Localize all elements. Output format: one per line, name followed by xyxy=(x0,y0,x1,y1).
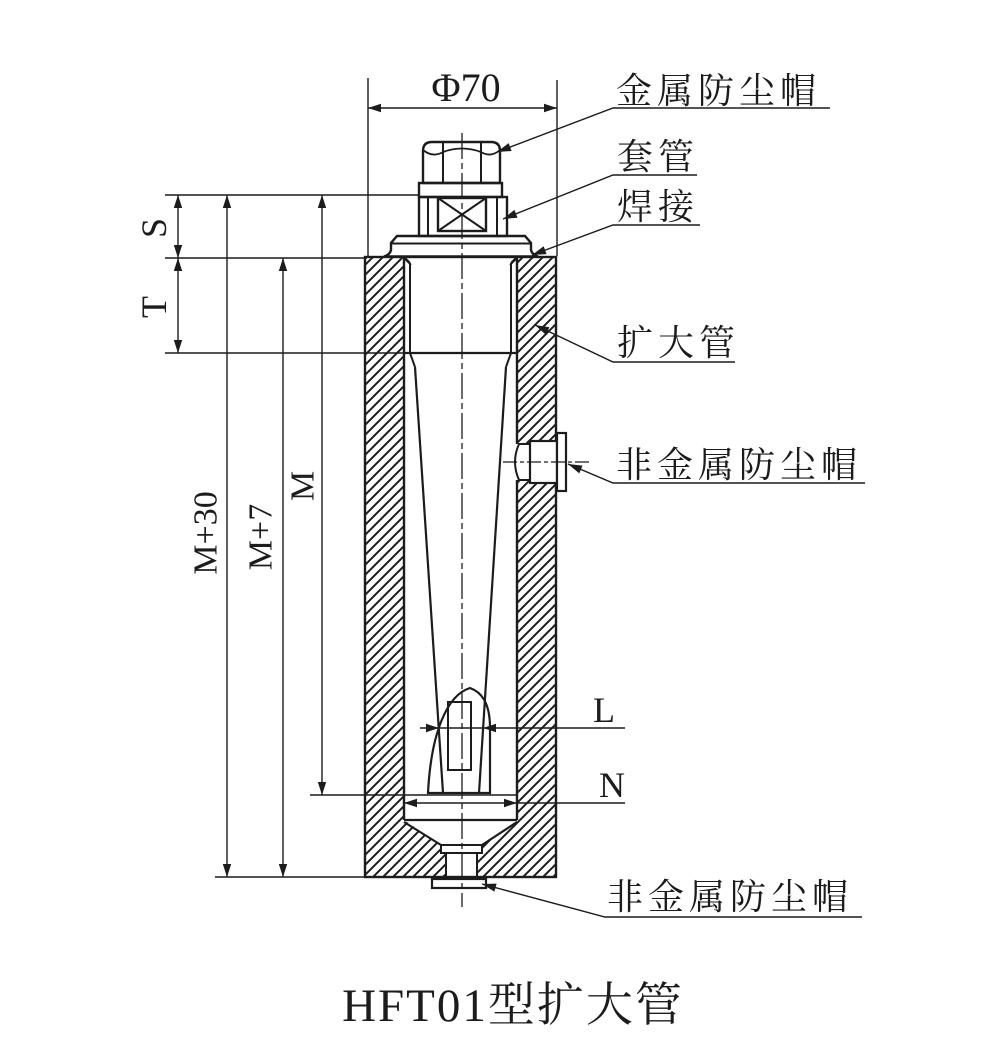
callout-weld: 焊接 xyxy=(617,187,700,227)
top-assembly xyxy=(384,142,538,257)
flange xyxy=(384,236,538,257)
callout-nonmetal-dust-cap-bottom: 非金属防尘帽 xyxy=(607,877,854,917)
dim-m30-label: M+30 xyxy=(187,491,225,575)
callout-nonmetal-dust-cap-side: 非金属防尘帽 xyxy=(616,445,863,485)
dim-diameter-label: Φ70 xyxy=(431,65,501,110)
drawing-title: HFT01型扩大管 xyxy=(342,980,684,1032)
dim-s-label: S xyxy=(134,217,174,239)
expansion-tube-body xyxy=(365,257,557,877)
dim-m7-label: M+7 xyxy=(242,503,280,571)
callout-expansion-tube: 扩大管 xyxy=(617,323,741,363)
dim-m-label: M xyxy=(284,470,322,502)
dim-t-label: T xyxy=(134,296,174,318)
callout-sleeve: 套管 xyxy=(617,137,700,177)
callout-metal-dust-cap: 金属防尘帽 xyxy=(616,71,822,111)
dim-l-label: L xyxy=(593,690,615,730)
bottom-dust-cap xyxy=(432,879,486,888)
dim-n-label: N xyxy=(599,765,625,805)
